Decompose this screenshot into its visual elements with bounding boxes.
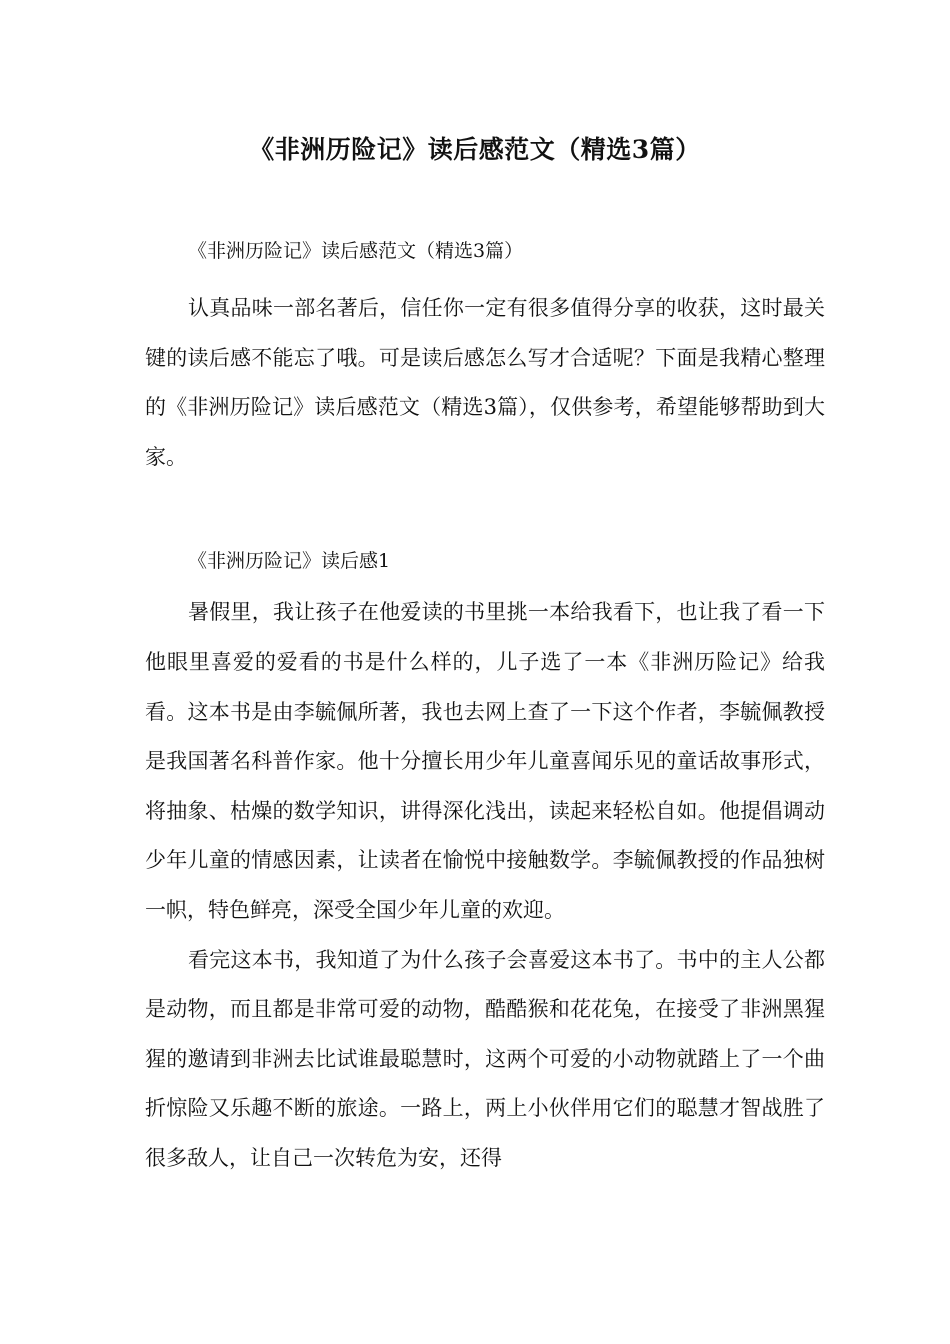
intro-paragraph: 认真品味一部名著后，信任你一定有很多值得分享的收获，这时最关键的读后感不能忘了哦。可是读后感怎么写才合适呢？下面是我精心整理的《非洲历险记》读后感范文（精选3篇），仅供参考，希望能够帮助到大家。 — [145, 296, 825, 469]
document-body — [145, 228, 825, 1184]
body-paragraph-2: 看完这本书，我知道了为什么孩子会喜爱这本书了。书中的主人公都是动物，而且都是非常可爱的动物，酷酷猴和花花兔，在接受了非洲黑猩猩的邀请到非洲去比试谁最聪慧时，这两个可爱的小动物就踏上了一个曲折惊险又乐趣不断的旅途。一路上，两上小伙伴用它们的聪慧才智战胜了很多敌人，让自己一次转危为安，还得 — [145, 947, 825, 1170]
body-paragraph-1: 暑假里，我让孩子在他爱读的书里挑一本给我看下，也让我了看一下他眼里喜爱的爱看的书是什么样的，儿子选了一本《非洲历险记》给我看。这本书是由李毓佩所著，我也去网上查了一下这个作者，李毓佩教授是我国著名科普作家。他十分擅长用少年儿童喜闻乐见的童话故事形式，将抽象、枯燥的数学知识，讲得深化浅出，读起来轻松自如。他提倡调动少年儿童的情感因素，让读者在愉悦中接触数学。李毓佩教授的作品独树一帜，特色鲜亮，深受全国少年儿童的欢迎。 — [145, 600, 825, 922]
spacer — [145, 482, 825, 538]
section-heading: 《非洲历险记》读后感1 — [188, 550, 391, 573]
spacer — [145, 274, 825, 284]
document-subtitle: 《非洲历险记》读后感范文（精选3篇） — [188, 240, 524, 262]
document-title: 《非洲历险记》读后感范文（精选3篇） — [249, 135, 701, 164]
